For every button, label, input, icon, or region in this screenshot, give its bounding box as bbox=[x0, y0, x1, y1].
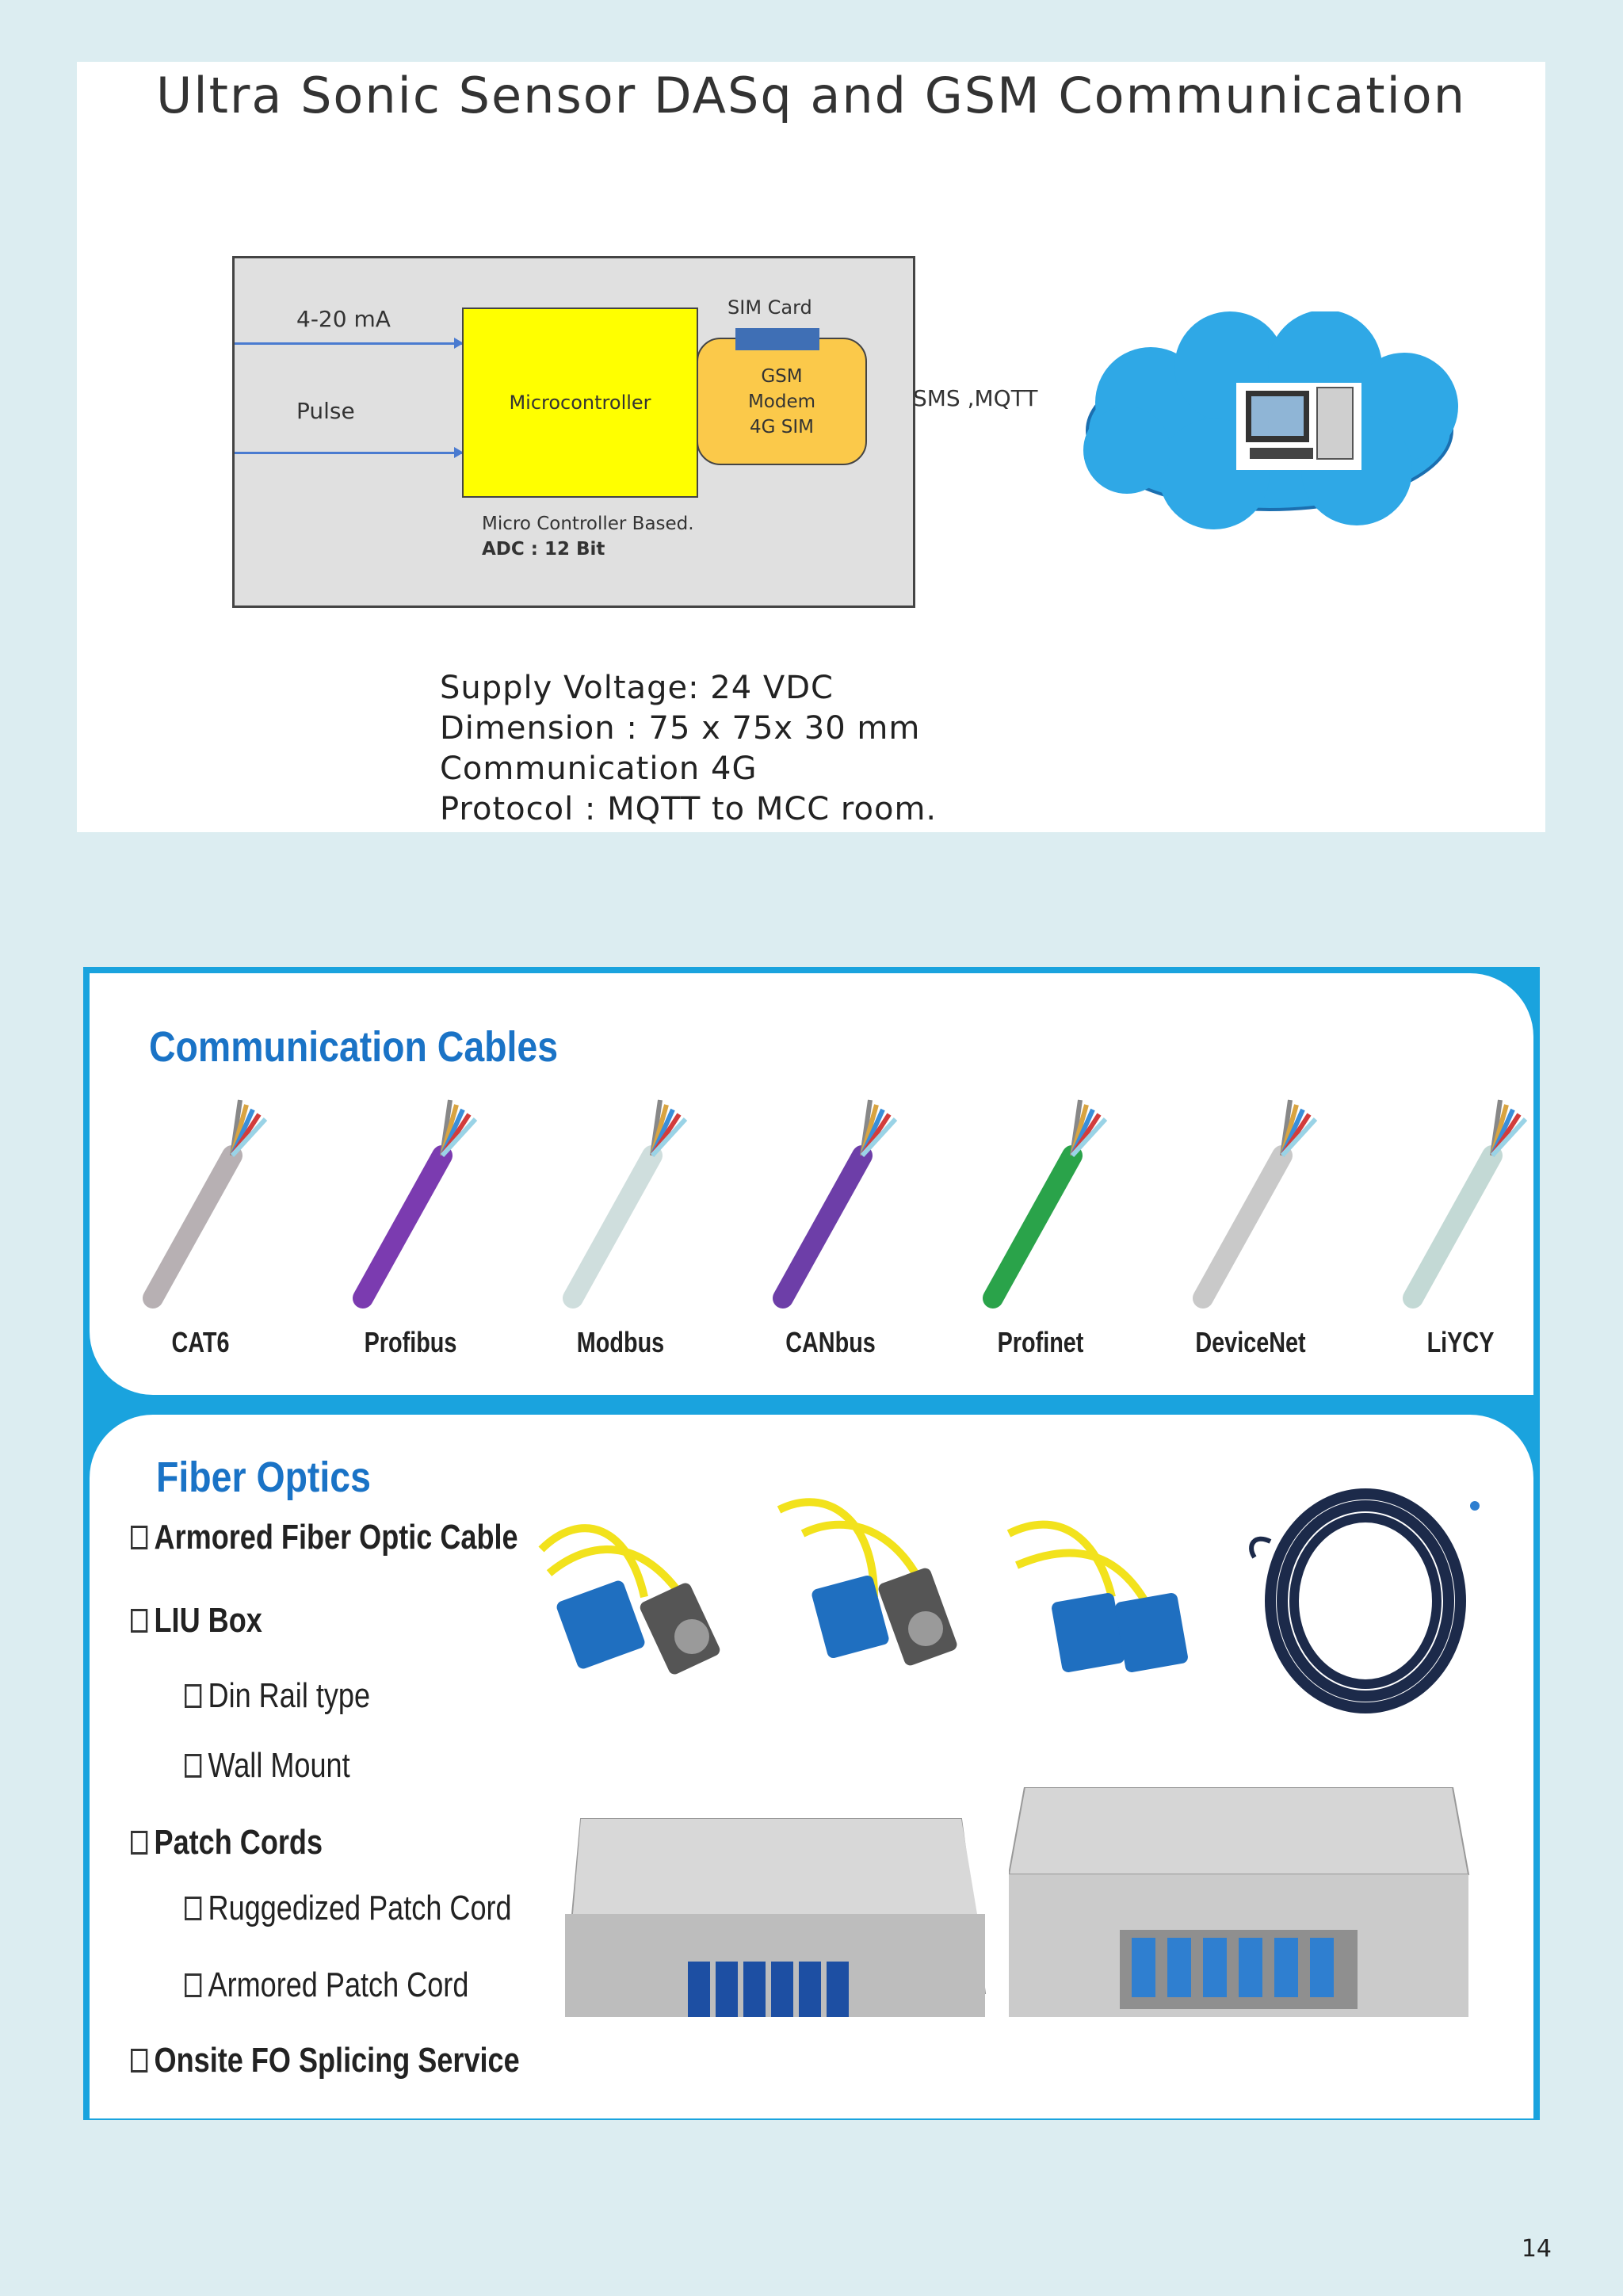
fiber-list-label: Armored Fiber Optic Cable bbox=[154, 1518, 518, 1557]
cable-label: DeviceNet bbox=[1195, 1326, 1306, 1358]
products-panel bbox=[83, 967, 1540, 2120]
liu-box-wall-mount-image bbox=[1009, 1787, 1476, 2025]
gsm-modem-block bbox=[697, 338, 867, 465]
input-label-pulse: Pulse bbox=[296, 398, 355, 424]
cable-item bbox=[1163, 973, 1338, 1395]
mcu-note-2: ADC : 12 Bit bbox=[482, 539, 605, 560]
checkbox-icon bbox=[131, 1831, 147, 1855]
checkbox-icon bbox=[185, 1973, 201, 1997]
cable-label: LiYCY bbox=[1426, 1326, 1495, 1358]
fiber-list-item bbox=[131, 1518, 518, 1557]
fiber-optics-card bbox=[90, 1415, 1533, 2118]
checkbox-icon bbox=[185, 1684, 201, 1708]
patch-cord-image bbox=[533, 1502, 755, 1684]
diagram-title: Ultra Sonic Sensor DASq and GSM Communication bbox=[155, 67, 1467, 124]
fiber-list-label: Patch Cords bbox=[154, 1823, 323, 1862]
spec-line: Communication 4G bbox=[440, 751, 758, 787]
patch-cord-image bbox=[771, 1486, 985, 1684]
spec-line: Dimension : 75 x 75x 30 mm bbox=[440, 710, 921, 747]
mcu-note-1: Micro Controller Based. bbox=[482, 514, 694, 534]
checkbox-icon bbox=[131, 1526, 147, 1549]
fiber-list-item bbox=[185, 1746, 350, 1786]
checkbox-icon bbox=[131, 2049, 147, 2073]
cable-image bbox=[533, 1084, 708, 1322]
fiber-list-item bbox=[185, 1966, 468, 2005]
checkbox-icon bbox=[131, 1609, 147, 1633]
cable-item bbox=[1373, 973, 1548, 1395]
fiber-list-label: Armored Patch Cord bbox=[208, 1966, 469, 2004]
cable-image bbox=[113, 1084, 288, 1322]
cables-title: Communication Cables bbox=[149, 1023, 559, 1071]
fiber-list-item bbox=[131, 1601, 262, 1641]
microcontroller-block bbox=[462, 308, 698, 498]
input-arrow-pulse bbox=[235, 452, 462, 454]
cable-item bbox=[323, 973, 498, 1395]
sim-card-icon bbox=[735, 328, 819, 350]
fiber-list-label: Ruggedized Patch Cord bbox=[208, 1889, 512, 1927]
diagram-slide bbox=[77, 62, 1545, 832]
checkbox-icon bbox=[185, 1754, 201, 1778]
cable-item bbox=[743, 973, 918, 1395]
sim-card-label: SIM Card bbox=[727, 296, 812, 319]
communication-cables-card bbox=[90, 973, 1533, 1395]
input-label-current: 4-20 mA bbox=[296, 306, 391, 332]
gsm-line-3: 4G SIM bbox=[750, 416, 814, 437]
cable-label: CAT6 bbox=[171, 1326, 230, 1358]
spec-line: Supply Voltage: 24 VDC bbox=[440, 670, 834, 706]
microcontroller-label: Microcontroller bbox=[509, 392, 651, 414]
patch-cord-image bbox=[1001, 1502, 1215, 1684]
fiber-list-label: Wall Mount bbox=[208, 1746, 350, 1785]
device-specs bbox=[440, 668, 937, 830]
armored-cable-coil-image bbox=[1247, 1470, 1484, 1724]
spec-line: Protocol : MQTT to MCC room. bbox=[440, 791, 938, 827]
cable-image bbox=[1373, 1084, 1548, 1322]
fiber-list-label: Din Rail type bbox=[208, 1676, 371, 1715]
device-block bbox=[232, 256, 915, 608]
cable-item bbox=[113, 973, 288, 1395]
cable-label: Modbus bbox=[576, 1326, 665, 1358]
cable-label: Profinet bbox=[997, 1326, 1084, 1358]
cable-label: CANbus bbox=[785, 1326, 876, 1358]
gsm-line-2: Modem bbox=[747, 391, 816, 412]
cable-image bbox=[743, 1084, 918, 1322]
input-arrow-current bbox=[235, 342, 462, 345]
liu-box-din-rail-image bbox=[565, 1787, 993, 2049]
fiber-list-item bbox=[131, 2041, 520, 2080]
fiber-title: Fiber Optics bbox=[156, 1454, 371, 1501]
cable-image bbox=[953, 1084, 1128, 1322]
fiber-list-item bbox=[185, 1676, 370, 1716]
link-label: SMS ,MQTT bbox=[913, 385, 1038, 411]
cloud-computer-icon bbox=[1056, 311, 1484, 541]
fiber-list-item bbox=[185, 1889, 512, 1928]
fiber-list-item bbox=[131, 1823, 323, 1862]
cable-image bbox=[1163, 1084, 1338, 1322]
fiber-list-label: Onsite FO Splicing Service bbox=[154, 2041, 520, 2080]
cable-item bbox=[533, 973, 708, 1395]
cable-label: Profibus bbox=[364, 1326, 457, 1358]
gsm-line-1: GSM bbox=[761, 365, 803, 387]
checkbox-icon bbox=[185, 1897, 201, 1920]
cable-item bbox=[953, 973, 1128, 1395]
page-number: 14 bbox=[1521, 2235, 1552, 2263]
fiber-list-label: LIU Box bbox=[154, 1601, 262, 1640]
cable-image bbox=[323, 1084, 498, 1322]
